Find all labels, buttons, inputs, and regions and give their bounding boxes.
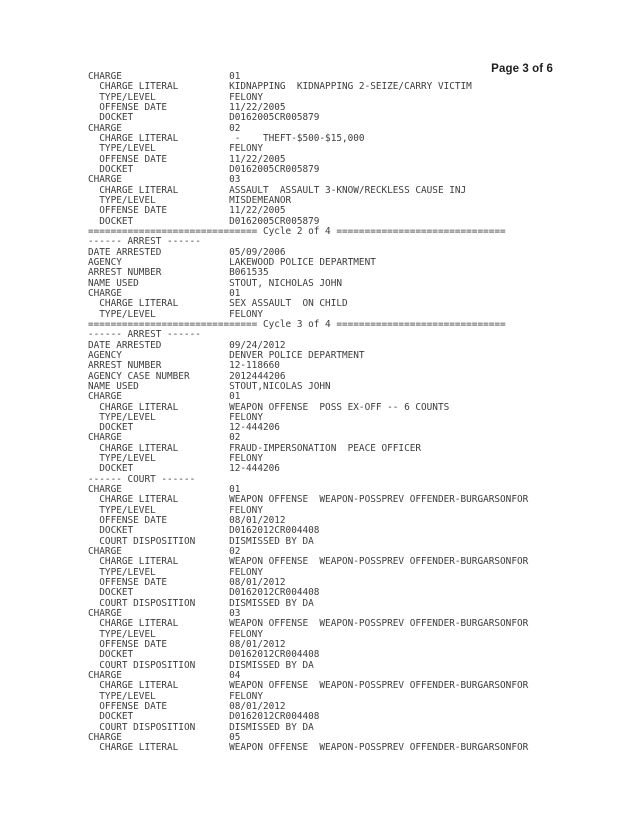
field-value: 12-444206 xyxy=(229,463,280,475)
field-value: DISMISSED BY DA xyxy=(229,721,314,733)
field-label: COURT DISPOSITION xyxy=(88,721,230,733)
field-value: STOUT,NICOLAS JOHN xyxy=(229,380,331,392)
field-label: DOCKET xyxy=(88,525,230,537)
field-value: SEX ASSAULT ON CHILD xyxy=(229,298,348,310)
field-value: 02 xyxy=(229,432,241,444)
field-value: 02 xyxy=(229,546,241,558)
field-value: 2012444206 xyxy=(229,370,286,382)
field-value: FRAUD-IMPERSONATION PEACE OFFICER xyxy=(229,442,422,454)
field-value: LAKEWOOD POLICE DEPARTMENT xyxy=(229,256,376,268)
field-label: DATE ARRESTED xyxy=(88,339,230,351)
field-label: CHARGE LITERAL xyxy=(88,556,230,568)
field-label: CHARGE xyxy=(88,287,230,299)
field-label: TYPE/LEVEL xyxy=(88,91,230,103)
field-value: FELONY xyxy=(229,566,263,578)
cycle-separator: ============================== Cycle 3 of 4 ============================== xyxy=(88,318,506,330)
field-label: ARREST NUMBER xyxy=(88,360,230,372)
field-value: MISDEMEANOR xyxy=(229,194,292,206)
field-value: 11/22/2005 xyxy=(229,101,286,113)
field-value: D0162005CR005879 xyxy=(229,112,320,124)
field-value: FELONY xyxy=(229,690,263,702)
field-label: OFFENSE DATE xyxy=(88,205,230,217)
field-value: 08/01/2012 xyxy=(229,515,286,527)
field-value: 04 xyxy=(229,670,241,682)
field-value: 05/09/2006 xyxy=(229,246,286,258)
field-value: FELONY xyxy=(229,308,263,320)
field-label: OFFENSE DATE xyxy=(88,639,230,651)
field-label: DOCKET xyxy=(88,163,230,175)
field-label: TYPE/LEVEL xyxy=(88,690,230,702)
field-label: CHARGE xyxy=(88,608,230,620)
field-label: CHARGE LITERAL xyxy=(88,81,230,93)
field-value: 02 xyxy=(229,122,241,134)
field-label: TYPE/LEVEL xyxy=(88,453,230,465)
field-value: ASSAULT ASSAULT 3-KNOW/RECKLESS CAUSE INJ xyxy=(229,184,467,196)
field-value: 03 xyxy=(229,608,241,620)
field-label: TYPE/LEVEL xyxy=(88,308,230,320)
field-value: 08/01/2012 xyxy=(229,639,286,651)
field-label: CHARGE LITERAL xyxy=(88,618,230,630)
field-value: 01 xyxy=(229,391,241,403)
field-value: FELONY xyxy=(229,628,263,640)
field-value: D0162012CR004408 xyxy=(229,525,320,537)
field-value: 08/01/2012 xyxy=(229,577,286,589)
section-heading: ------ COURT ------ xyxy=(88,473,196,485)
field-value: WEAPON OFFENSE WEAPON-POSSPREV OFFENDER-BURGARSONFOR xyxy=(229,680,529,692)
field-label: CHARGE xyxy=(88,432,230,444)
field-value: DISMISSED BY DA xyxy=(229,535,314,547)
field-value: D0162005CR005879 xyxy=(229,215,320,227)
field-value: FELONY xyxy=(229,411,263,423)
field-value: FELONY xyxy=(229,453,263,465)
field-value: - THEFT-$500-$15,000 xyxy=(229,132,365,144)
field-value: D0162012CR004408 xyxy=(229,587,320,599)
field-label: CHARGE LITERAL xyxy=(88,494,230,506)
field-value: WEAPON OFFENSE WEAPON-POSSPREV OFFENDER-BURGARSONFOR xyxy=(229,618,529,630)
cycle-separator: ============================== Cycle 2 of 4 ============================== xyxy=(88,225,506,237)
field-label: DOCKET xyxy=(88,215,230,227)
field-value: DENVER POLICE DEPARTMENT xyxy=(229,349,365,361)
field-label: DOCKET xyxy=(88,112,230,124)
field-label: OFFENSE DATE xyxy=(88,101,230,113)
field-label: CHARGE xyxy=(88,174,230,186)
field-value: WEAPON OFFENSE WEAPON-POSSPREV OFFENDER-BURGARSONFOR xyxy=(229,556,529,568)
field-value: STOUT, NICHOLAS JOHN xyxy=(229,277,342,289)
field-value: 11/22/2005 xyxy=(229,153,286,165)
field-value: FELONY xyxy=(229,91,263,103)
field-label: CHARGE xyxy=(88,670,230,682)
field-label: DOCKET xyxy=(88,711,230,723)
field-value: FELONY xyxy=(229,143,263,155)
field-label: COURT DISPOSITION xyxy=(88,659,230,671)
field-value: 05 xyxy=(229,732,241,743)
field-label: ARREST NUMBER xyxy=(88,267,230,279)
record-lines xyxy=(88,72,528,754)
field-value: 03 xyxy=(229,174,241,186)
field-label: DOCKET xyxy=(88,587,230,599)
field-value: DISMISSED BY DA xyxy=(229,597,314,609)
page-indicator: Page 3 of 6 xyxy=(491,63,553,75)
field-value: KIDNAPPING KIDNAPPING 2-SEIZE/CARRY VICTIM xyxy=(229,81,472,93)
field-value: DISMISSED BY DA xyxy=(229,659,314,671)
field-label: OFFENSE DATE xyxy=(88,701,230,713)
field-value: FELONY xyxy=(229,504,263,516)
field-label: CHARGE LITERAL xyxy=(88,442,230,454)
record-line xyxy=(88,743,528,753)
field-label: OFFENSE DATE xyxy=(88,515,230,527)
field-value: WEAPON OFFENSE WEAPON-POSSPREV OFFENDER-BURGARSONFOR xyxy=(229,494,529,506)
field-label: CHARGE LITERAL xyxy=(88,184,230,196)
field-label: CHARGE xyxy=(88,71,230,82)
field-label: AGENCY CASE NUMBER xyxy=(88,370,230,382)
field-label: CHARGE LITERAL xyxy=(88,132,230,144)
field-label: CHARGE xyxy=(88,484,230,496)
field-value: D0162012CR004408 xyxy=(229,711,320,723)
field-value: 01 xyxy=(229,484,241,496)
field-label: CHARGE xyxy=(88,732,230,743)
field-label: NAME USED xyxy=(88,380,230,392)
field-label: OFFENSE DATE xyxy=(88,153,230,165)
field-value: B061535 xyxy=(229,267,269,279)
field-value: 12-444206 xyxy=(229,422,280,434)
field-label: CHARGE LITERAL xyxy=(88,742,230,754)
field-label: DOCKET xyxy=(88,422,230,434)
field-value: 01 xyxy=(229,287,241,299)
field-label: CHARGE xyxy=(88,546,230,558)
field-label: TYPE/LEVEL xyxy=(88,566,230,578)
field-value: 08/01/2012 xyxy=(229,701,286,713)
field-label: TYPE/LEVEL xyxy=(88,143,230,155)
field-value: 09/24/2012 xyxy=(229,339,286,351)
field-label: TYPE/LEVEL xyxy=(88,194,230,206)
field-label: AGENCY xyxy=(88,256,230,268)
field-value: WEAPON OFFENSE POSS EX-OFF -- 6 COUNTS xyxy=(229,401,450,413)
field-value: 01 xyxy=(229,71,241,82)
field-value: WEAPON OFFENSE WEAPON-POSSPREV OFFENDER-BURGARSONFOR xyxy=(229,742,529,754)
field-label: DOCKET xyxy=(88,649,230,661)
field-label: CHARGE xyxy=(88,122,230,134)
field-value: 12-118660 xyxy=(229,360,280,372)
field-label: CHARGE LITERAL xyxy=(88,298,230,310)
field-label: AGENCY xyxy=(88,349,230,361)
field-label: OFFENSE DATE xyxy=(88,577,230,589)
field-value: 11/22/2005 xyxy=(229,205,286,217)
field-label: TYPE/LEVEL xyxy=(88,628,230,640)
field-label: CHARGE xyxy=(88,391,230,403)
field-label: DATE ARRESTED xyxy=(88,246,230,258)
field-label: NAME USED xyxy=(88,277,230,289)
field-label: DOCKET xyxy=(88,463,230,475)
field-label: COURT DISPOSITION xyxy=(88,535,230,547)
field-label: CHARGE LITERAL xyxy=(88,401,230,413)
field-value: D0162012CR004408 xyxy=(229,649,320,661)
field-label: CHARGE LITERAL xyxy=(88,680,230,692)
section-heading: ------ ARREST ------ xyxy=(88,329,201,341)
field-label: TYPE/LEVEL xyxy=(88,411,230,423)
section-heading: ------ ARREST ------ xyxy=(88,236,201,248)
field-label: COURT DISPOSITION xyxy=(88,597,230,609)
field-label: TYPE/LEVEL xyxy=(88,504,230,516)
field-value: D0162005CR005879 xyxy=(229,163,320,175)
